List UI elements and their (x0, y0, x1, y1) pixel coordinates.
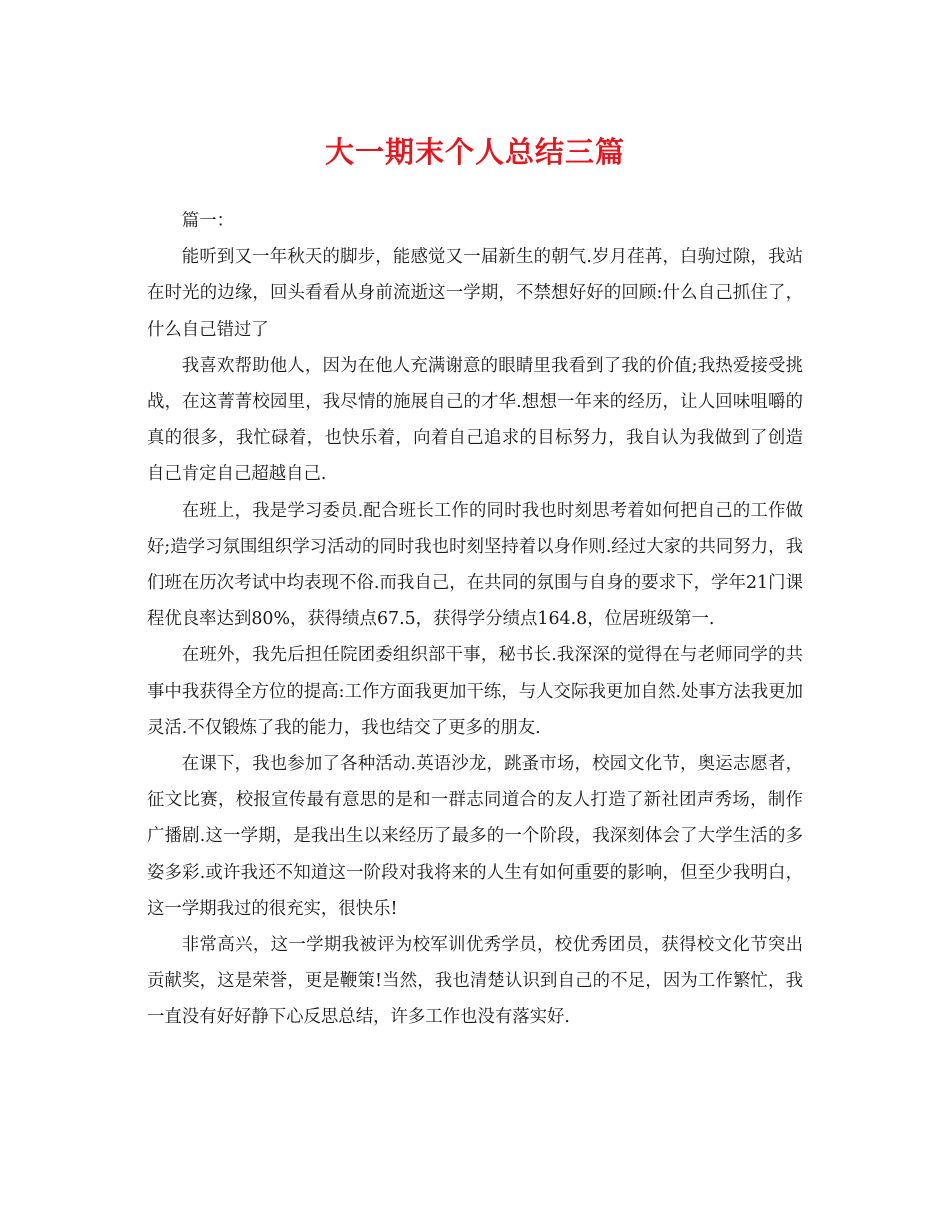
paragraph-1: 能听到又一年秋天的脚步，能感觉又一届新生的朝气.岁月荏苒，白驹过隙，我站在时光的边缘，回头看看从身前流逝这一学期，不禁想好好的回顾:什么自己抓住了，什么自己错过了 (147, 247, 803, 340)
paragraph-3: 在班上，我是学习委员.配合班长工作的同时我也时刻思考着如何把自己的工作做好;造学习氛围组织学习活动的同时我也时刻坚持着以身作则.经过大家的共同努力，我们班在历次考试中均表现不俗.而我自己，在共同的氛围与自身的要求下，学年21门课程优良率达到80%，获得绩点67.5，获得学分绩点164.8，位居班级第一. (147, 500, 803, 630)
document-title: 大一期末个人总结三篇 (324, 135, 625, 169)
paragraph-2: 我喜欢帮助他人，因为在他人充满谢意的眼睛里我看到了我的价值;我热爱接受挑战，在这菁菁校园里，我尽情的施展自己的才华.想想一年来的经历，让人回味咀嚼的真的很多，我忙碌着，也快乐着，向着自己追求的目标努力，我自认为我做到了创造自己肯定自己超越自己. (147, 355, 803, 485)
paragraph-6: 非常高兴，这一学期我被评为校军训优秀学员，校优秀团员，获得校文化节突出贡献奖，这是荣誉，更是鞭策!当然，我也清楚认识到自己的不足，因为工作繁忙，我一直没有好好静下心反思总结，许多工作也没有落实好. (147, 935, 803, 1028)
paragraph-4: 在班外，我先后担任院团委组织部干事，秘书长.我深深的觉得在与老师同学的共事中我获得全方位的提高:工作方面我更加干练，与人交际我更加自然.处事方法我更加灵活.不仅锻炼了我的能力，我也结交了更多的朋友. (147, 645, 803, 738)
document-body (147, 203, 803, 1036)
section-label: 篇一： (181, 211, 234, 231)
paragraph-5: 在课下，我也参加了各种活动.英语沙龙，跳蚤市场，校园文化节，奥运志愿者，征文比赛，校报宣传最有意思的是和一群志同道合的友人打造了新社团声秀场，制作广播剧.这一学期，是我出生以来经历了最多的一个阶段，我深刻体会了大学生活的多姿多彩.或许我还不知道这一阶段对我将来的人生有如何重要的影响，但至少我明白，这一学期我过的很充实，很快乐! (147, 754, 803, 919)
